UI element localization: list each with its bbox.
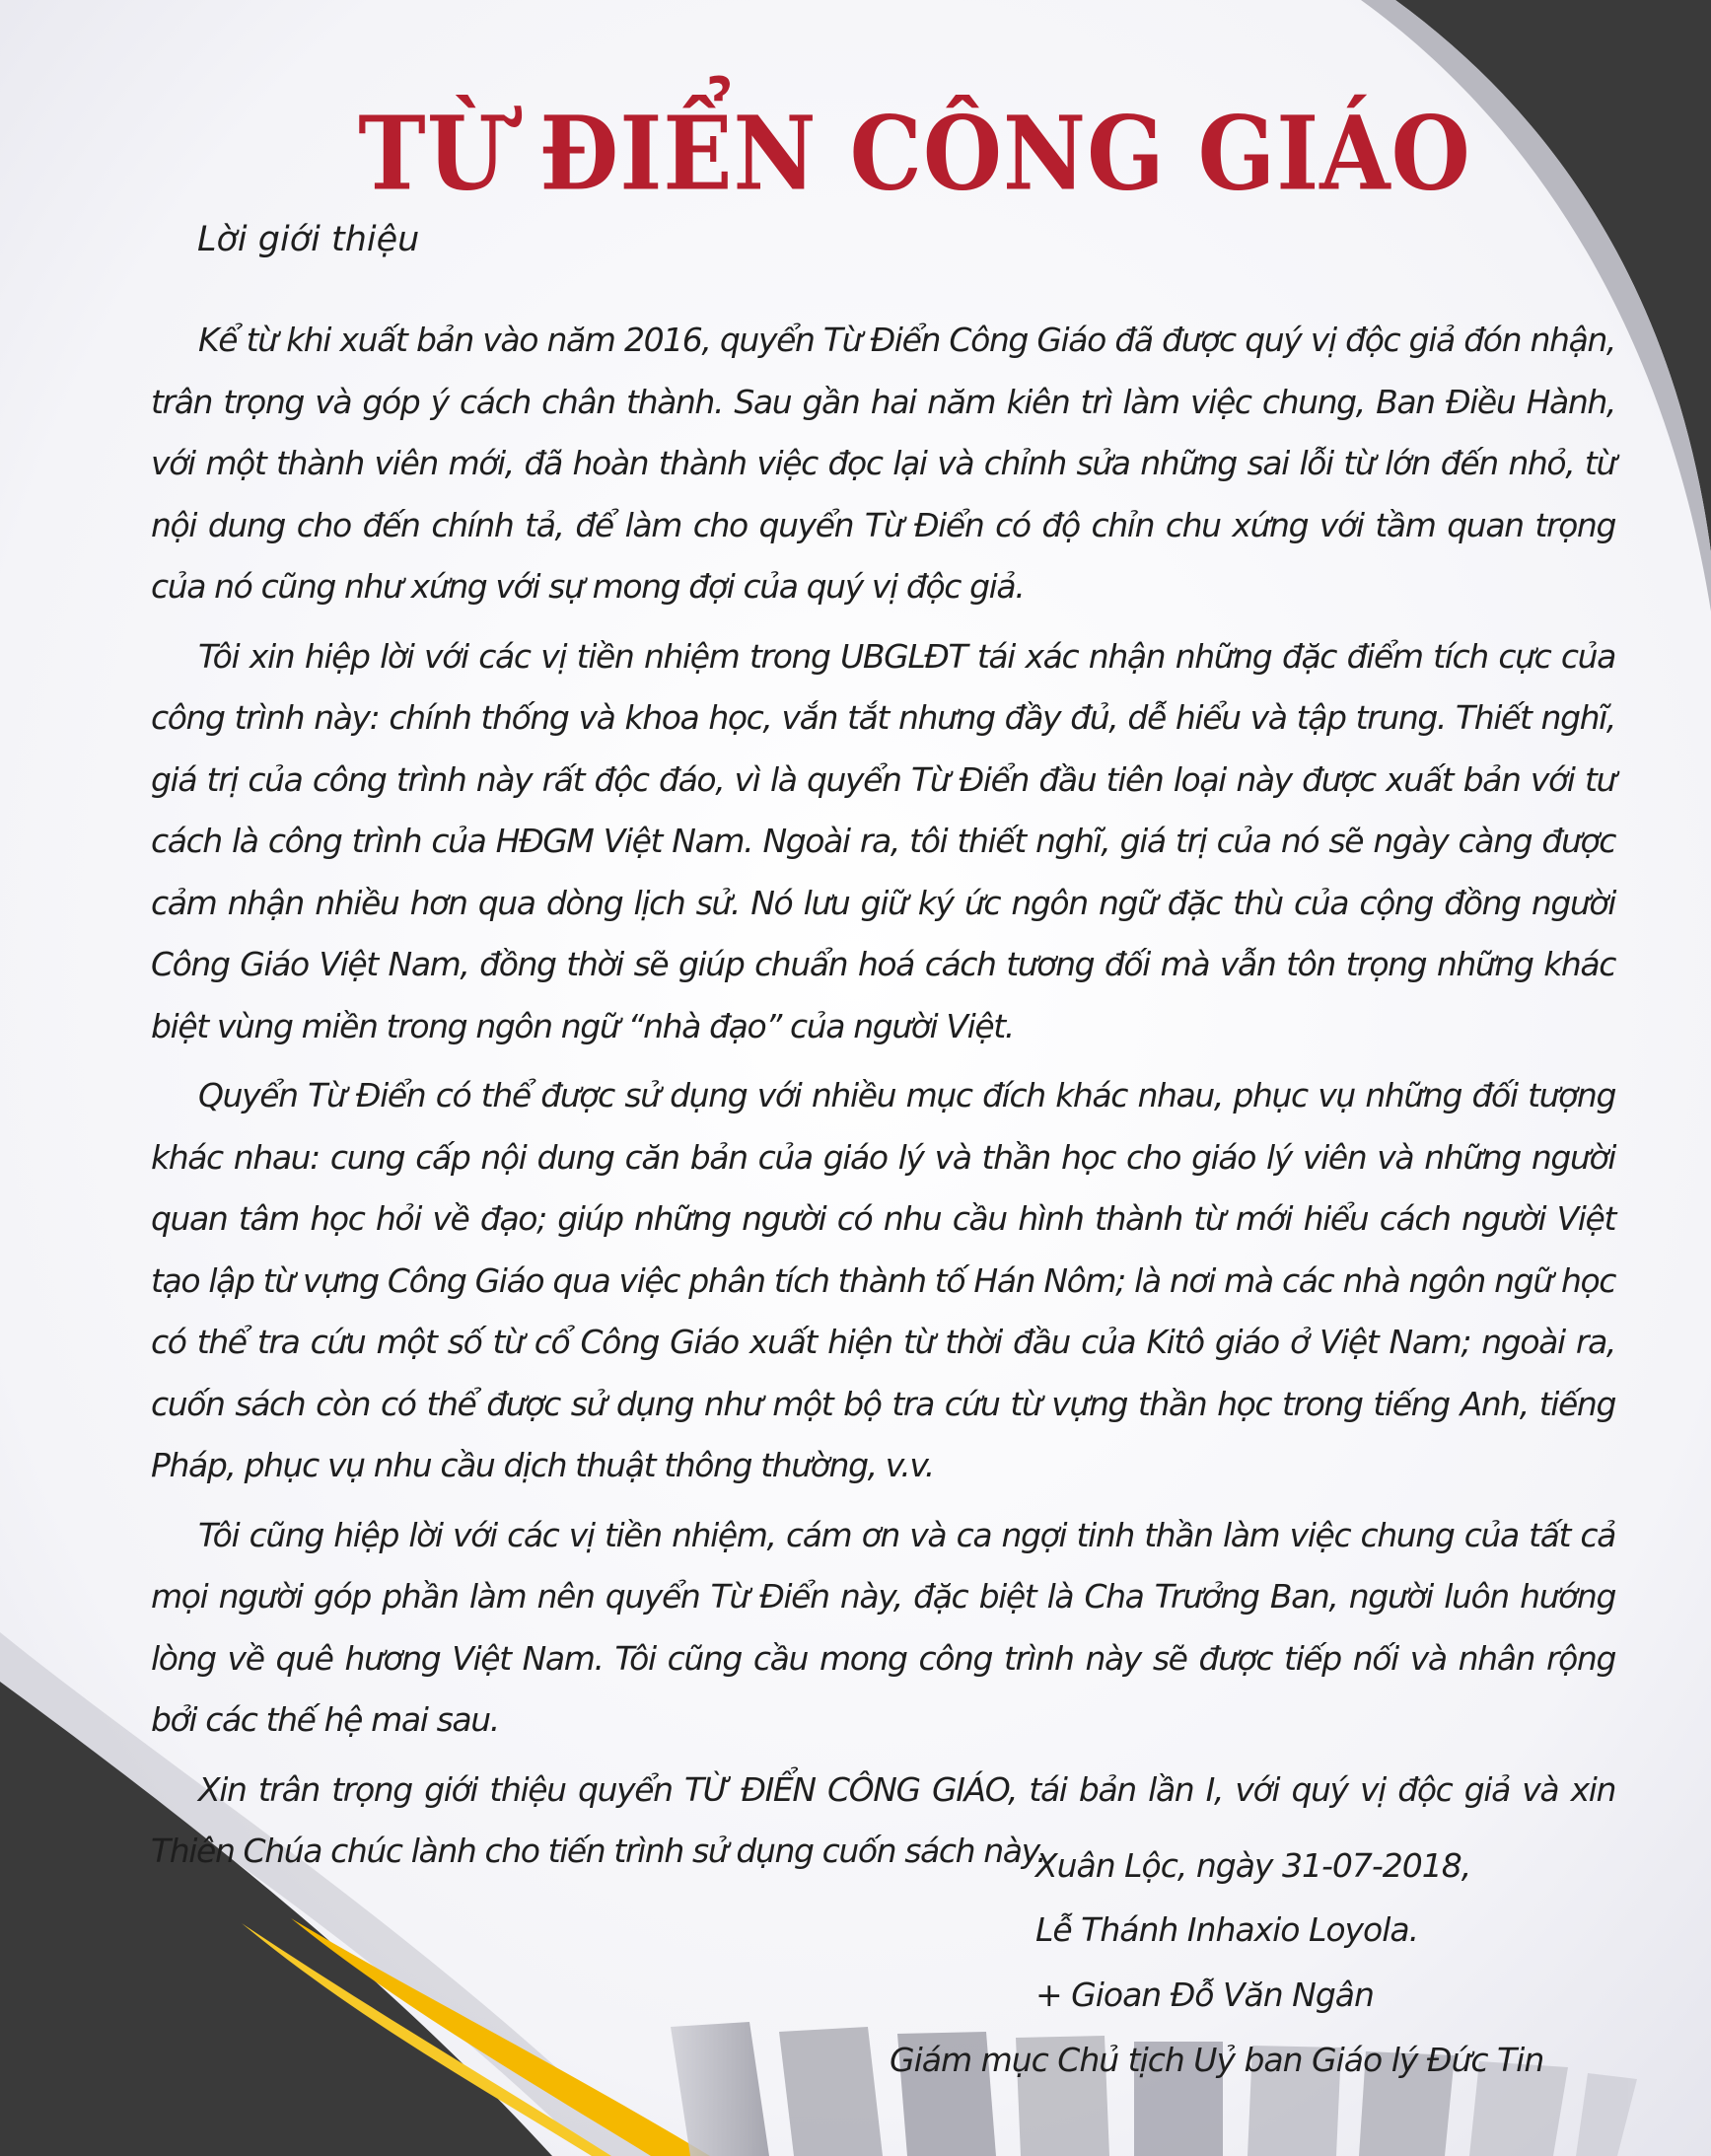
paragraph-2: Tôi xin hiệp lời với các vị tiền nhiệm trong UBGLĐT tái xác nhận những đặc điểm tích cực của công trình này: chính thống và khoa học, vắn tắt nhưng đầy đủ, dễ hiểu và tập trung. Thiết nghĩ, giá trị của công trình này rất độc đáo, vì là quyển Từ Điển đầu tiên loại này được xuất bản với tư cách là công trình của HĐGM Việt Nam. Ngoài ra, tôi thiết nghĩ, giá trị của nó sẽ ngày càng được cảm nhận nhiều hơn qua dòng lịch sử. Nó lưu giữ ký ức ngôn ngữ đặc thù của cộng đồng người Công Giáo Việt Nam, đồng thời sẽ giúp chuẩn hoá cách tương đối mà vẫn tôn trọng những khác biệt vùng miền trong ngôn ngữ “nhà đạo” của người Việt.: [151, 636, 1615, 1045]
page-title: TỪ ĐIỂN CÔNG GIÁO: [358, 94, 1471, 213]
signature-feast: Lễ Thánh Inhaxio Loyola.: [1035, 1910, 1419, 1949]
signature-name: + Gioan Đỗ Văn Ngân: [1035, 1976, 1374, 2014]
paragraph-3: Quyển Từ Điển có thể được sử dụng với nhiều mục đích khác nhau, phục vụ những đối tượng khác nhau: cung cấp nội dung căn bản của giáo lý và thần học cho giáo lý viên và những người quan tâm học hỏi về đạo; giúp những người có nhu cầu hình thành từ mới hiểu cách người Việt tạo lập từ vựng Công Giáo qua việc phân tích thành tố Hán Nôm; là nơi mà các nhà ngôn ngữ học có thể tra cứu một số từ cổ Công Giáo xuất hiện từ thời đầu của Kitô giáo ở Việt Nam; ngoài ra, cuốn sách còn có thể được sử dụng như một bộ tra cứu từ vựng thần học trong tiếng Anh, tiếng Pháp, phục vụ nhu cầu dịch thuật thông thường, v.v.: [151, 1076, 1615, 1484]
stripe-2: [779, 2027, 883, 2156]
paragraph-1: Kể từ khi xuất bản vào năm 2016, quyển Từ Điển Công Giáo đã được quý vị độc giả đón nhận, trân trọng và góp ý cách chân thành. Sau gần hai năm kiên trì làm việc chung, Ban Điều Hành, với một thành viên mới, đã hoàn thành việc đọc lại và chỉnh sửa những sai lỗi từ lớn đến nhỏ, từ nội dung cho đến chính tả, để làm cho quyển Từ Điển có độ chỉn chu xứng với tầm quan trọng của nó cũng như xứng với sự mong đợi của quý vị độc giả.: [151, 321, 1615, 606]
signature-role: Giám mục Chủ tịch Uỷ ban Giáo lý Đức Tin: [890, 2041, 1544, 2079]
body-text: [151, 310, 1615, 1891]
signature-date: Xuân Lộc, ngày 31-07-2018,: [1035, 1846, 1471, 1885]
intro-heading: Lời giới thiệu: [197, 220, 420, 259]
paragraph-4: Tôi cũng hiệp lời với các vị tiền nhiệm, cám ơn và ca ngợi tinh thần làm việc chung của tất cả mọi người góp phần làm nên quyển Từ Điển này, đặc biệt là Cha Trưởng Ban, người luôn hướng lòng về quê hương Việt Nam. Tôi cũng cầu mong công trình này sẽ được tiếp nối và nhân rộng bởi các thế hệ mai sau.: [151, 1515, 1615, 1739]
paragraph-5: Xin trân trọng giới thiệu quyển TỪ ĐIỂN CÔNG GIÁO, tái bản lần I, với quý vị độc giả và xin Thiên Chúa chúc lành cho tiến trình sử dụng cuốn sách này.: [151, 1769, 1615, 1870]
